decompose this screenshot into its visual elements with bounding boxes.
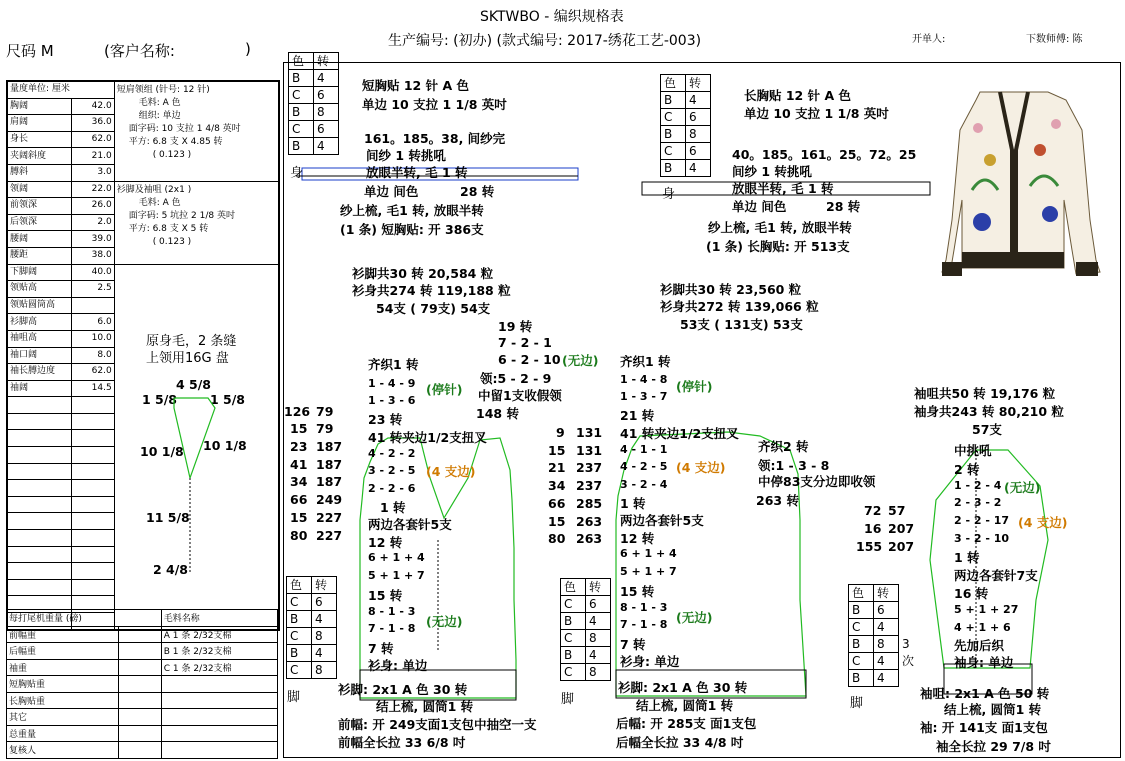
front-num: 66 bbox=[290, 492, 308, 507]
short-placket-line: 161。185。38, 间纱完 bbox=[364, 131, 506, 146]
front-line: 两边各套针5支 bbox=[368, 517, 452, 532]
spec-name: 领贴高 bbox=[8, 281, 72, 298]
yarn-name: B 1 条 2/32支棉 bbox=[161, 643, 277, 660]
front-line: 2 - 2 - 6 bbox=[368, 482, 416, 495]
front-num: 34 bbox=[290, 474, 308, 489]
front-line: 1 转 bbox=[380, 500, 406, 515]
box2-title: 衫脚及袖咀 (2x1 ) bbox=[116, 184, 192, 195]
back-neck: 齐织2 转 bbox=[758, 439, 809, 454]
back-line: 7 转 bbox=[620, 637, 646, 652]
spec-name: 袖阔 bbox=[8, 380, 72, 397]
weight-name: 后幅重 bbox=[7, 643, 119, 660]
back-num: 21 bbox=[548, 460, 566, 475]
spec-value: 22.0 bbox=[71, 181, 114, 198]
short-placket-line: 单边 间色 bbox=[364, 184, 419, 199]
long-placket-title: 长胸贴 12 针 A 色 bbox=[744, 88, 851, 103]
box2-yarn: 毛料: A 色 bbox=[138, 197, 181, 208]
box1-yarn: 毛料: A 色 bbox=[138, 98, 181, 108]
short-placket-title: 短胸贴 12 针 A 色 bbox=[362, 78, 469, 93]
weight-head: 每打尾机重量 (磅) bbox=[7, 610, 162, 627]
box2-square: 平方: 6.8 支 X 5 转 bbox=[128, 223, 209, 234]
color-table-5-label: 脚 bbox=[850, 696, 864, 711]
weight-name: 短胸贴重 bbox=[7, 676, 119, 693]
short-placket-line: 28 转 bbox=[460, 184, 495, 199]
back-num: 80 bbox=[548, 531, 566, 546]
back-num: 131 bbox=[576, 443, 603, 458]
sleeve-line: 5 + 1 + 27 bbox=[954, 603, 1019, 616]
front-line: 15 转 bbox=[368, 588, 403, 603]
spec-value: 10.0 bbox=[71, 330, 114, 347]
back-num: 263 bbox=[576, 531, 603, 546]
sleeve-line: 袖身: 单边 bbox=[954, 655, 1014, 670]
sleeve-bottom: 袖咀: 2x1 A 色 50 转 bbox=[920, 686, 1050, 701]
dim-top: 4 5/8 bbox=[176, 377, 212, 392]
dim-b: 2 4/8 bbox=[153, 562, 189, 577]
back-line: 1 转 bbox=[620, 496, 646, 511]
box1-square: 平方: 6.8 支 X 4.85 转 bbox=[128, 137, 223, 147]
long-placket-line: 28 转 bbox=[826, 199, 861, 214]
back-num: 9 bbox=[556, 425, 565, 440]
spec-name: 袖咀高 bbox=[8, 330, 72, 347]
weight-name: 袖重 bbox=[7, 659, 119, 676]
front-bottom: 前幅: 开 249支面1支包中抽空一支 bbox=[338, 717, 537, 732]
sleeve-line: 2 - 3 - 2 bbox=[954, 496, 1002, 509]
sleeve-num: 155 bbox=[856, 539, 883, 554]
customer-close: ) bbox=[245, 40, 251, 58]
long-placket-line: 单边 10 支拉 1 1/8 英吋 bbox=[744, 106, 889, 121]
back-line: 15 转 bbox=[620, 584, 655, 599]
weight-name: 总重量 bbox=[7, 725, 119, 742]
note-line-1: 原身毛，2 条缝 bbox=[146, 334, 237, 349]
front-num: 227 bbox=[316, 510, 343, 525]
color-table-5: 色 转 B 6 C 4 B 8 3 C 4 次 B 4 bbox=[848, 584, 923, 687]
long-placket-line: 放眼半转, 毛 1 转 bbox=[732, 181, 834, 196]
dim-right: 1 5/8 bbox=[210, 392, 246, 407]
front-neck-no-edge: (无边) bbox=[562, 353, 599, 368]
front-sum: 衫身共274 转 119,188 粒 bbox=[352, 283, 511, 298]
back-bottom: 结上梳, 圆筒1 转 bbox=[636, 698, 734, 713]
sleeve-num: 72 bbox=[864, 503, 882, 518]
front-bottom: 前幅全长拉 33 6/8 吋 bbox=[338, 735, 466, 750]
long-placket-line: 单边 间色 bbox=[732, 199, 787, 214]
sleeve-sum: 袖咀共50 转 19,176 粒 bbox=[914, 386, 1056, 401]
spec-value: 62.0 bbox=[71, 131, 114, 148]
front-line: 5 + 1 + 7 bbox=[368, 569, 425, 582]
dim-mid-right: 10 1/8 bbox=[203, 438, 247, 453]
back-neck: 263 转 bbox=[756, 493, 799, 508]
spec-name: 夹阔斜度 bbox=[8, 148, 72, 165]
cardigan-image bbox=[942, 92, 1100, 276]
front-line: 7 转 bbox=[368, 641, 394, 656]
back-num: 15 bbox=[548, 443, 566, 458]
spec-name: 下脚阔 bbox=[8, 264, 72, 281]
back-sum: 53支 ( 131支) 53支 bbox=[680, 317, 803, 332]
unit-label: 量度单位: 厘米 bbox=[8, 82, 115, 99]
back-line: 41 转夹边1/2支扭叉 bbox=[620, 426, 739, 441]
back-stop-needle: (停针) bbox=[676, 379, 713, 394]
back-line: 8 - 1 - 3 bbox=[620, 601, 668, 614]
spec-name: 领贴圆筒高 bbox=[8, 297, 72, 314]
color-table-1: 色 转 B 4 C 6 B 8 C 6 B 4 bbox=[288, 52, 339, 155]
spec-value: 2.0 bbox=[71, 214, 114, 231]
long-placket-line: 纱上梳, 毛1 转, 放眼半转 bbox=[708, 220, 852, 235]
spec-value: 62.0 bbox=[71, 364, 114, 381]
spec-name: 衫脚高 bbox=[8, 314, 72, 331]
back-line: 5 + 1 + 7 bbox=[620, 565, 677, 578]
front-num: 80 bbox=[290, 528, 308, 543]
note-line-2: 上领用16G 盘 bbox=[146, 351, 229, 366]
box2-density: 面字码: 5 坑拉 2 1/8 英吋 bbox=[128, 210, 235, 221]
sleeve-line: 2 - 2 - 17 bbox=[954, 514, 1010, 527]
back-line: 4 - 2 - 5 bbox=[620, 460, 668, 473]
collar-outline bbox=[174, 398, 215, 478]
front-num: 79 bbox=[316, 404, 334, 419]
front-line: 8 - 1 - 3 bbox=[368, 605, 416, 618]
front-neck: 6 - 2 - 10 bbox=[498, 352, 561, 367]
front-num: 41 bbox=[290, 457, 308, 472]
front-line: 衫身: 单边 bbox=[368, 658, 428, 673]
front-sum: 衫脚共30 转 20,584 粒 bbox=[352, 266, 494, 281]
weight-name: 前幅重 bbox=[7, 626, 119, 643]
long-placket-line: 间纱 1 转挑吼 bbox=[732, 164, 812, 179]
front-no-edge: (无边) bbox=[426, 614, 463, 629]
size-label: 尺码 M bbox=[6, 42, 54, 60]
short-placket-line: 放眼半转, 毛 1 转 bbox=[366, 165, 468, 180]
short-placket-line: 单边 10 支拉 1 1/8 英吋 bbox=[362, 97, 507, 112]
front-neck: 7 - 2 - 1 bbox=[498, 335, 552, 350]
long-placket-line: (1 条) 长胸贴: 开 513支 bbox=[706, 239, 850, 254]
dim-a: 11 5/8 bbox=[146, 510, 190, 525]
back-line: 21 转 bbox=[620, 408, 655, 423]
spec-name: 后领深 bbox=[8, 214, 72, 231]
back-line: 6 + 1 + 4 bbox=[620, 547, 677, 560]
back-num: 15 bbox=[548, 514, 566, 529]
sleeve-num: 57 bbox=[888, 503, 906, 518]
color-table-1-label: 身 bbox=[290, 166, 304, 181]
color-table-2: 色 转 B 4 C 6 B 8 C 6 B 4 bbox=[660, 74, 711, 177]
front-num: 15 bbox=[290, 510, 308, 525]
spec-name: 腰距 bbox=[8, 247, 72, 264]
back-num: 131 bbox=[576, 425, 603, 440]
front-num: 187 bbox=[316, 457, 343, 472]
sleeve-bottom: 袖全长拉 29 7/8 吋 bbox=[936, 739, 1051, 754]
box1-org: 组织: 单边 bbox=[138, 111, 181, 121]
front-num: 227 bbox=[316, 528, 343, 543]
document-title: SKTWBO - 编织规格表 bbox=[480, 9, 624, 25]
sleeve-line: 16 转 bbox=[954, 586, 989, 601]
back-line: 7 - 1 - 8 bbox=[620, 618, 668, 631]
back-num: 34 bbox=[548, 478, 566, 493]
short-placket-line: 间纱 1 转挑吼 bbox=[366, 148, 446, 163]
spec-name: 前领深 bbox=[8, 198, 72, 215]
color-table-4-label: 脚 bbox=[561, 692, 575, 707]
spec-value: 40.0 bbox=[71, 264, 114, 281]
color-table-2-label: 身 bbox=[662, 187, 676, 202]
spec-value: 42.0 bbox=[71, 98, 114, 115]
front-num: 15 bbox=[290, 421, 308, 436]
color-table-3: 色 转 C 6 B 4 C 8 B 4 C 8 bbox=[286, 576, 337, 679]
spec-value: 8.0 bbox=[71, 347, 114, 364]
front-neck: 中留1支收假领 bbox=[478, 388, 562, 403]
back-line: 12 转 bbox=[620, 531, 655, 546]
front-line: 23 转 bbox=[368, 412, 403, 427]
front-bottom: 结上梳, 圆筒1 转 bbox=[376, 699, 474, 714]
sleeve-no-edge: (无边) bbox=[1004, 480, 1041, 495]
sleeve-num: 207 bbox=[888, 521, 915, 536]
back-line: 1 - 4 - 8 bbox=[620, 373, 668, 386]
weight-name: 复核人 bbox=[7, 742, 119, 759]
back-num: 285 bbox=[576, 496, 603, 511]
sleeve-sum: 57支 bbox=[972, 422, 1002, 437]
weight-name: 其它 bbox=[7, 709, 119, 726]
short-placket-line: 纱上梳, 毛1 转, 放眼半转 bbox=[340, 203, 484, 218]
box1-square2: ( 0.123 ) bbox=[152, 150, 192, 160]
spec-name: 膊斜 bbox=[8, 164, 72, 181]
back-num: 237 bbox=[576, 460, 603, 475]
spec-value: 2.5 bbox=[71, 281, 114, 298]
front-line: 4 - 2 - 2 bbox=[368, 447, 416, 460]
front-line: 7 - 1 - 8 bbox=[368, 622, 416, 635]
spec-value: 14.5 bbox=[71, 380, 114, 397]
opener-label: 开单人: bbox=[912, 34, 946, 45]
sleeve-line: 中挑吼 bbox=[954, 443, 992, 458]
back-neck: 中停83支分边即收领 bbox=[758, 474, 876, 489]
color-table-3-label: 脚 bbox=[287, 690, 301, 705]
back-line: 两边各套针5支 bbox=[620, 513, 704, 528]
back-num: 237 bbox=[576, 478, 603, 493]
front-four-edge: (4 支边) bbox=[426, 464, 476, 479]
spec-name: 腰阔 bbox=[8, 231, 72, 248]
front-line: 12 转 bbox=[368, 535, 403, 550]
spec-name: 胸阔 bbox=[8, 98, 72, 115]
sleeve-sum: 袖身共243 转 80,210 粒 bbox=[914, 404, 1064, 419]
box1-density: 面字码: 10 支拉 1 4/8 英吋 bbox=[128, 124, 241, 134]
spec-name: 身长 bbox=[8, 131, 72, 148]
back-bottom: 后幅全长拉 33 4/8 吋 bbox=[616, 735, 744, 750]
spec-value: 38.0 bbox=[71, 247, 114, 264]
front-line: 6 + 1 + 4 bbox=[368, 551, 425, 564]
spec-value: 21.0 bbox=[71, 148, 114, 165]
sleeve-line: 2 转 bbox=[954, 462, 980, 477]
front-line: 1 - 3 - 6 bbox=[368, 394, 416, 407]
spec-name: 肩阔 bbox=[8, 115, 72, 132]
front-bottom: 衫脚: 2x1 A 色 30 转 bbox=[338, 682, 468, 697]
master-label: 下数师傅: 陈 bbox=[1026, 34, 1083, 45]
spec-name: 袖长膊边度 bbox=[8, 364, 72, 381]
front-line: 3 - 2 - 5 bbox=[368, 464, 416, 477]
yarn-name: C 1 条 2/32支棉 bbox=[161, 659, 277, 676]
back-four-edge: (4 支边) bbox=[676, 460, 726, 475]
spec-value: 6.0 bbox=[71, 314, 114, 331]
front-neck: 领:5 - 2 - 9 bbox=[480, 371, 552, 386]
customer-label: (客户名称: bbox=[104, 42, 175, 60]
back-line: 1 - 3 - 7 bbox=[620, 390, 668, 403]
spec-value: 39.0 bbox=[71, 231, 114, 248]
weight-name: 长胸贴重 bbox=[7, 692, 119, 709]
spec-value: 26.0 bbox=[71, 198, 114, 215]
front-num: 79 bbox=[316, 421, 334, 436]
production-number: 生产编号: (初办) (款式编号: 2017-绣花工艺-003) bbox=[388, 33, 702, 49]
back-line: 4 - 1 - 1 bbox=[620, 443, 668, 456]
back-no-edge: (无边) bbox=[676, 610, 713, 625]
front-line: 1 - 4 - 9 bbox=[368, 377, 416, 390]
back-sum: 衫身共272 转 139,066 粒 bbox=[660, 299, 819, 314]
sleeve-line: 1 - 2 - 4 bbox=[954, 479, 1002, 492]
spec-value: 36.0 bbox=[71, 115, 114, 132]
front-neck: 148 转 bbox=[476, 406, 519, 421]
front-line: 齐织1 转 bbox=[368, 357, 419, 372]
sleeve-num: 207 bbox=[888, 539, 915, 554]
back-num: 66 bbox=[548, 496, 566, 511]
yarn-head: 毛料名称 bbox=[161, 610, 277, 627]
back-neck: 领:1 - 3 - 8 bbox=[758, 458, 830, 473]
front-neck: 19 转 bbox=[498, 319, 533, 334]
back-line: 齐织1 转 bbox=[620, 354, 671, 369]
front-num: 23 bbox=[290, 439, 308, 454]
back-sum: 衫脚共30 转 23,560 粒 bbox=[660, 282, 802, 297]
back-line: 衫身: 单边 bbox=[620, 654, 680, 669]
yarn-name: A 1 条 2/32支棉 bbox=[161, 626, 277, 643]
spec-name: 领阔 bbox=[8, 181, 72, 198]
front-num: 249 bbox=[316, 492, 343, 507]
front-num: 126 bbox=[284, 404, 311, 419]
dim-mid-left: 10 1/8 bbox=[140, 444, 184, 459]
front-num: 187 bbox=[316, 474, 343, 489]
box1-title: 短肩领组 (针号: 12 针) bbox=[116, 85, 210, 95]
front-stop-needle: (停针) bbox=[426, 382, 463, 397]
short-placket-line: (1 条) 短胸贴: 开 386支 bbox=[340, 222, 484, 237]
back-num: 263 bbox=[576, 514, 603, 529]
sleeve-num: 16 bbox=[864, 521, 882, 536]
sleeve-line: 1 转 bbox=[954, 550, 980, 565]
back-bottom: 后幅: 开 285支 面1支包 bbox=[616, 716, 757, 731]
spec-name: 袖口阔 bbox=[8, 347, 72, 364]
sleeve-bottom: 结上梳, 圆筒1 转 bbox=[944, 702, 1042, 717]
color-table-4: 色 转 C 6 B 4 C 8 B 4 C 8 bbox=[560, 578, 611, 681]
sleeve-four-edge: (4 支边) bbox=[1018, 515, 1068, 530]
sleeve-line: 4 + 1 + 6 bbox=[954, 621, 1011, 634]
dim-left: 1 5/8 bbox=[142, 392, 178, 407]
sleeve-line: 3 - 2 - 10 bbox=[954, 532, 1010, 545]
front-line: 41 转夹边1/2支扭叉 bbox=[368, 430, 487, 445]
long-placket-line: 40。185。161。25。72。25 bbox=[732, 147, 917, 162]
back-line: 3 - 2 - 4 bbox=[620, 478, 668, 491]
back-bottom: 衫脚: 2x1 A 色 30 转 bbox=[618, 680, 748, 695]
front-sum: 54支 ( 79支) 54支 bbox=[376, 301, 491, 316]
front-num: 187 bbox=[316, 439, 343, 454]
spec-value: 3.0 bbox=[71, 164, 114, 181]
sleeve-line: 先加后织 bbox=[954, 638, 1005, 653]
sleeve-bottom: 袖: 开 141支 面1支包 bbox=[920, 720, 1048, 735]
box2-square2: ( 0.123 ) bbox=[152, 236, 192, 247]
sleeve-line: 两边各套针7支 bbox=[954, 568, 1038, 583]
